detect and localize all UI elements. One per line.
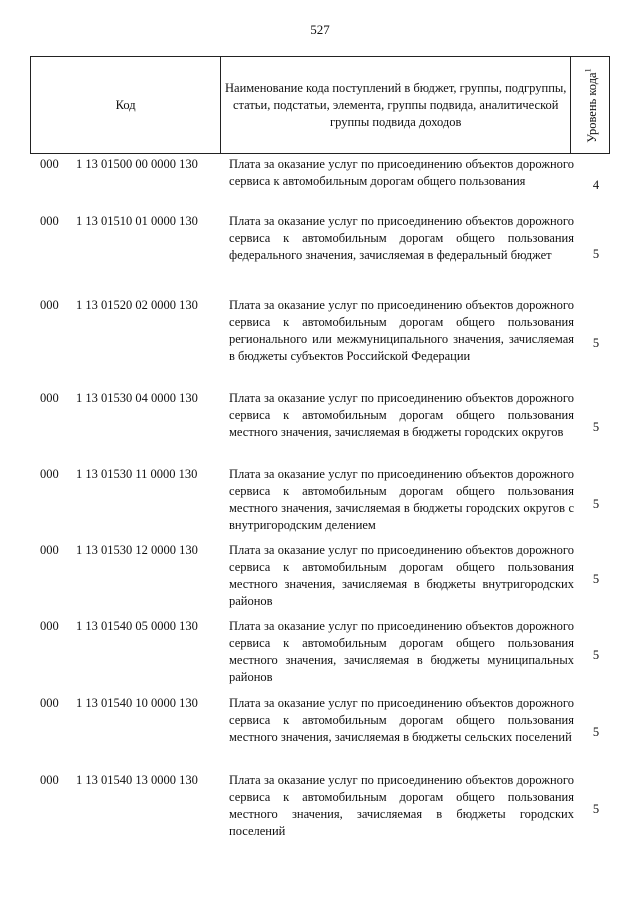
row-name: Плата за оказание услуг по присоединению объектов дорожного сервиса к автомобильным дорогам общего пользования местного значения, зачисляемая в бюджеты городских округов (229, 391, 574, 439)
row-name: Плата за оказание услуг по присоединению объектов дорожного сервиса к автомобильным дорогам общего пользования местного значения, зачисляемая в бюджеты внутригородских районов (229, 543, 574, 608)
row-admin-code: 000 (40, 467, 59, 481)
row-level: 5 (592, 336, 600, 350)
row-name: Плата за оказание услуг по присоединению объектов дорожного сервиса к автомобильным дорогам общего пользования регионального или межмуниципального значения, зачисляемая в бюджеты субъектов Российской Федерации (229, 298, 574, 363)
row-code: 1 13 01530 12 0000 130 (76, 543, 198, 557)
row-code: 1 13 01530 11 0000 130 (76, 467, 198, 481)
row-code: 1 13 01510 01 0000 130 (76, 214, 198, 228)
table-row (0, 772, 640, 844)
row-name: Плата за оказание услуг по присоединению объектов дорожного сервиса к автомобильным дорогам общего пользования местного значения, зачисляемая в бюджеты городских округов с внутригородским делением (229, 467, 574, 532)
table-row (0, 618, 640, 695)
table-header (30, 56, 610, 154)
row-admin-code: 000 (40, 157, 59, 171)
header-code-label: Код (115, 97, 136, 112)
row-level: 5 (592, 420, 600, 434)
row-admin-code: 000 (40, 696, 59, 710)
row-code: 1 13 01530 04 0000 130 (76, 391, 198, 405)
row-level: 5 (592, 802, 600, 816)
row-admin-code: 000 (40, 298, 59, 312)
row-code: 1 13 01520 02 0000 130 (76, 298, 198, 312)
row-admin-code: 000 (40, 773, 59, 787)
row-admin-code: 000 (40, 391, 59, 405)
table-row (0, 466, 640, 542)
table-row (0, 390, 640, 466)
header-level-cell (571, 57, 610, 154)
header-level-footnote: 1 (583, 68, 593, 73)
row-name: Плата за оказание услуг по присоединению объектов дорожного сервиса к автомобильным дорогам общего пользования местного значения, зачисляемая в бюджеты сельских поселений (229, 696, 574, 744)
table-row (0, 695, 640, 772)
table-row (0, 297, 640, 390)
row-name: Плата за оказание услуг по присоединению объектов дорожного сервиса к автомобильным дорогам общего пользования федерального значения, зачисляемая в федеральный бюджет (229, 214, 574, 262)
row-level: 5 (592, 725, 600, 739)
table-row (0, 213, 640, 297)
row-level: 5 (592, 247, 600, 261)
row-admin-code: 000 (40, 619, 59, 633)
table-body (0, 156, 640, 844)
row-admin-code: 000 (40, 214, 59, 228)
table-row (0, 156, 640, 213)
row-level: 5 (592, 497, 600, 511)
row-name: Плата за оказание услуг по присоединению объектов дорожного сервиса к автомобильным дорогам общего пользования местного значения, зачисляемая в бюджеты городских поселений (229, 773, 574, 838)
row-code: 1 13 01500 00 0000 130 (76, 157, 198, 171)
header-name-cell (221, 57, 571, 154)
header-name-label: Наименование кода поступлений в бюджет, группы, подгруппы, статьи, подстатьи, элемента, группы подвида, аналитической группы подвида доходов (225, 80, 567, 129)
row-code: 1 13 01540 13 0000 130 (76, 773, 198, 787)
header-level-label: Уровень кода (584, 72, 599, 144)
row-level: 4 (592, 178, 600, 192)
row-name: Плата за оказание услуг по присоединению объектов дорожного сервиса к автомобильным дорогам общего пользования местного значения, зачисляемая в бюджеты муниципальных районов (229, 619, 574, 684)
row-level: 5 (592, 648, 600, 662)
row-code: 1 13 01540 05 0000 130 (76, 619, 198, 633)
page-number: 527 (310, 22, 330, 37)
table-row (0, 542, 640, 618)
row-admin-code: 000 (40, 543, 59, 557)
row-name: Плата за оказание услуг по присоединению объектов дорожного сервиса к автомобильным дорогам общего пользования (229, 157, 574, 188)
header-code-cell (31, 57, 221, 154)
row-code: 1 13 01540 10 0000 130 (76, 696, 198, 710)
row-level: 5 (592, 572, 600, 586)
